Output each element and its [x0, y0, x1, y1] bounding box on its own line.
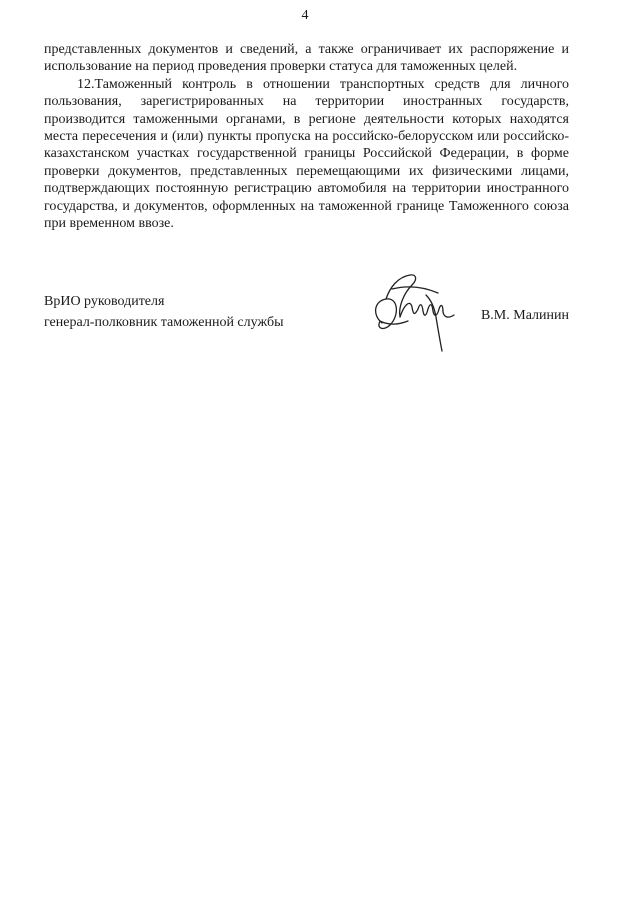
signatory-position-line-2: генерал-полковник таможенной службы [44, 315, 284, 330]
document-body [44, 41, 569, 232]
signatory-name: В.М. Малинин [480, 308, 569, 323]
paragraph-12: 12.Таможенный контроль в отношении транспортных средств для личного пользования, зарегистрированных на территории иностранных государств, производится таможенными органами, в регионе деятельности которых находятся места пересечения и (или) пункты пропуска на российско-белорусском или российско-казахстанском участках государственной границы Российской Федерации, в форме проверки документов, представленных перемещающими их физическими лицами, подтверждающих постоянную регистрацию автомобиля на территории иностранного государства, и документов, оформленных на таможенной границе Таможенного союза при временном ввозе. [44, 76, 569, 232]
handwritten-signature [368, 265, 458, 360]
paragraph-continued: представленных документов и сведений, а также ограничивает их распоряжение и использование на период проведения проверки статуса для таможенных целей. [44, 42, 569, 75]
signatory-position-line-1: ВрИО руководителя [44, 294, 165, 309]
page-number: 4 [301, 8, 309, 23]
signature-block [44, 291, 569, 361]
